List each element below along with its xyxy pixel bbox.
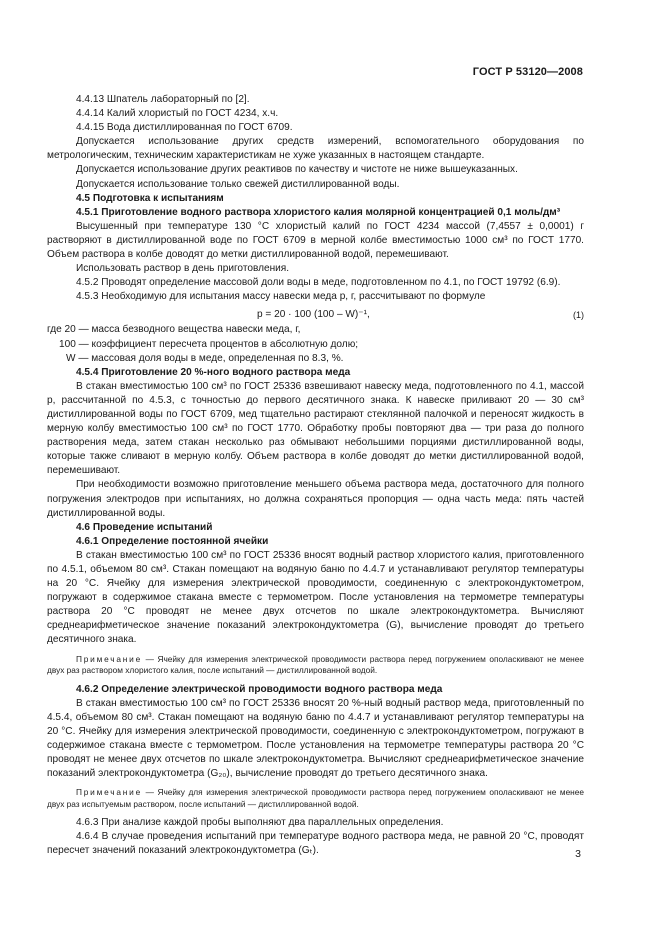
heading-4-5: 4.5 Подготовка к испытаниям — [76, 192, 224, 204]
paragraph-4-5-1-b: Использовать раствор в день приготовления. — [76, 263, 290, 275]
note-1 — [47, 654, 584, 677]
note-2-label: Примечание — [76, 787, 143, 798]
heading-4-6-2: 4.6.2 Определение электрической проводимости водного раствора меда — [76, 683, 443, 695]
document-body — [47, 93, 584, 859]
paragraph-4-6-2: В стакан вместимостью 100 см³ по ГОСТ 25336 вносят 20 %-ный водный раствор меда, приготовленный по 4.5.4, объемом 80 см³. Стакан помещают на водяную баню по 4.4.7 и устанавливают регулятор температуры на 20 °С. Ячейку для измерения электрической проводимости, соединенную с электрокондуктометром, погружают в содержимое стакана вместе с термометром. После установления на термометре температуры раствора 20 °С проводят не менее двух отсчетов по шкале электрокондуктометра. Вычисляют среднеарифметическое значение показаний электрокондуктометра (G₂₀), вычисление проводят до третьего десятичного знака. — [47, 697, 584, 780]
where-line-1: где 20 — масса безводного вещества навески меда, г, — [47, 324, 301, 336]
paragraph-4-5-2: 4.5.2 Проводят определение массовой доли воды в меде, подготовленном по 4.1, по ГОСТ 19792 (6.9). — [76, 277, 561, 289]
formula-expression: p = 20 · 100 (100 – W)⁻¹, — [257, 309, 370, 321]
where-line-2: 100 — коэффициент пересчета процентов в абсолютную долю; — [59, 338, 359, 350]
paragraph-4-5-1-a: Высушенный при температуре 130 °С хлористый калий по ГОСТ 4234 массой (7,4557 ± 0,0001) г растворяют в дистиллированной воде по ГОСТ 6709 в мерной колбе вместимостью 1000 см³ по ГОСТ 1770. Объем раствора в колбе доводят до метки дистиллированной водой, перемешивают. — [47, 220, 584, 261]
heading-4-6: 4.6 Проведение испытаний — [76, 521, 213, 533]
note-1-label: Примечание — [76, 653, 143, 664]
note-2 — [47, 787, 584, 810]
paragraph-4-6-3: 4.6.3 При анализе каждой пробы выполняют два параллельных определения. — [76, 817, 444, 829]
formula-1 — [47, 306, 584, 323]
formula-number: (1) — [573, 310, 584, 321]
heading-4-6-1: 4.6.1 Определение постоянной ячейки — [76, 535, 269, 547]
item-4-4-15: 4.4.15 Вода дистиллированная по ГОСТ 6709. — [76, 122, 293, 134]
allowance-water: Допускается использование только свежей дистиллированной воды. — [76, 178, 400, 190]
note-1-text: — Ячейку для измерения электрической проводимости раствора перед погружением ополаскивают не менее двух раз раствором хлористого калия, после испытаний — дистиллированной водой. — [47, 653, 584, 676]
item-4-4-14: 4.4.14 Калий хлористый по ГОСТ 4234, х.ч. — [76, 108, 279, 120]
paragraph-4-6-1: В стакан вместимостью 100 см³ по ГОСТ 25336 вносят водный раствор хлористого калия, приготовленного по 4.5.1, объемом 80 см³. Стакан помещают на водяную баню по 4.4.7 и устанавливают регулятор температуры на 20 °С. Ячейку для измерения электрической проводимости, соединенную с электрокондуктометром, погружают в содержимое стакана вместе с термометром. После установления на термометре температуры раствора 20 °С проводят не менее двух отсчетов по шкале электрокондуктометра. Вычисляют среднеарифметическое значение показаний электрокондуктометра (G), вычисление проводят до третьего десятичного знака. — [47, 549, 584, 646]
where-line-3: W — массовая доля воды в меде, определенная по 8.3, %. — [66, 352, 344, 364]
page-number: 3 — [575, 848, 581, 860]
note-2-text: — Ячейку для измерения электрической проводимости раствора перед погружением ополаскивают не менее двух раз испытуемым раствором, после испытаний — дистиллированной водой. — [47, 787, 584, 809]
heading-4-5-4: 4.5.4 Приготовление 20 %-ного водного раствора меда — [76, 366, 351, 378]
paragraph-4-5-4-a: В стакан вместимостью 100 см³ по ГОСТ 25336 взвешивают навеску меда, подготовленного по 4.1, массой р, рассчитанной по 4.5.3, с точностью до первого десятичного знака. К навеске приливают 20 — 30 см³ дистиллированной воды по ГОСТ 6709, мед тщательно растирают стеклянной палочкой и переносят жидкость в мерную колбу вместимостью 100 см³ по ГОСТ 1770. Обработку пробы повторяют два — три раза до полного растворения меда, затем стакан несколько раз обмывают небольшими порциями дистиллированной воды, которые также сливают в мерную колбу. Объем раствора в колбе доводят до метки дистиллированной водой, перемешивают. — [47, 380, 584, 477]
paragraph-4-5-4-b: При необходимости возможно приготовление меньшего объема раствора меда, достаточного для полного погружения электродов при испытаниях, но должна сохраняться пропорция — одна часть меда: пять частей дистиллированной воды. — [47, 479, 584, 519]
paragraph-4-6-4: 4.6.4 В случае проведения испытаний при температуре водного раствора меда, не равной 20 °С, проводят пересчет значений показаний электрокондуктометра (Gₜ). — [47, 831, 584, 857]
allowance-equipment: Допускается использование других средств измерений, вспомогательного оборудования по метрологическим, техническим характеристикам не хуже указанных в настоящем стандарте. — [47, 136, 584, 162]
allowance-reagents: Допускается использование других реактивов по качеству и чистоте не ниже вышеуказанных. — [76, 164, 518, 176]
standard-header: ГОСТ Р 53120—2008 — [472, 66, 583, 78]
heading-4-5-1: 4.5.1 Приготовление водного раствора хлористого калия молярной концентрацией 0,1 моль/дм³ — [76, 206, 561, 218]
paragraph-4-5-3: 4.5.3 Необходимую для испытания массу навески меда p, г, рассчитывают по формуле — [76, 291, 486, 303]
item-4-4-13: 4.4.13 Шпатель лабораторный по [2]. — [76, 94, 250, 105]
